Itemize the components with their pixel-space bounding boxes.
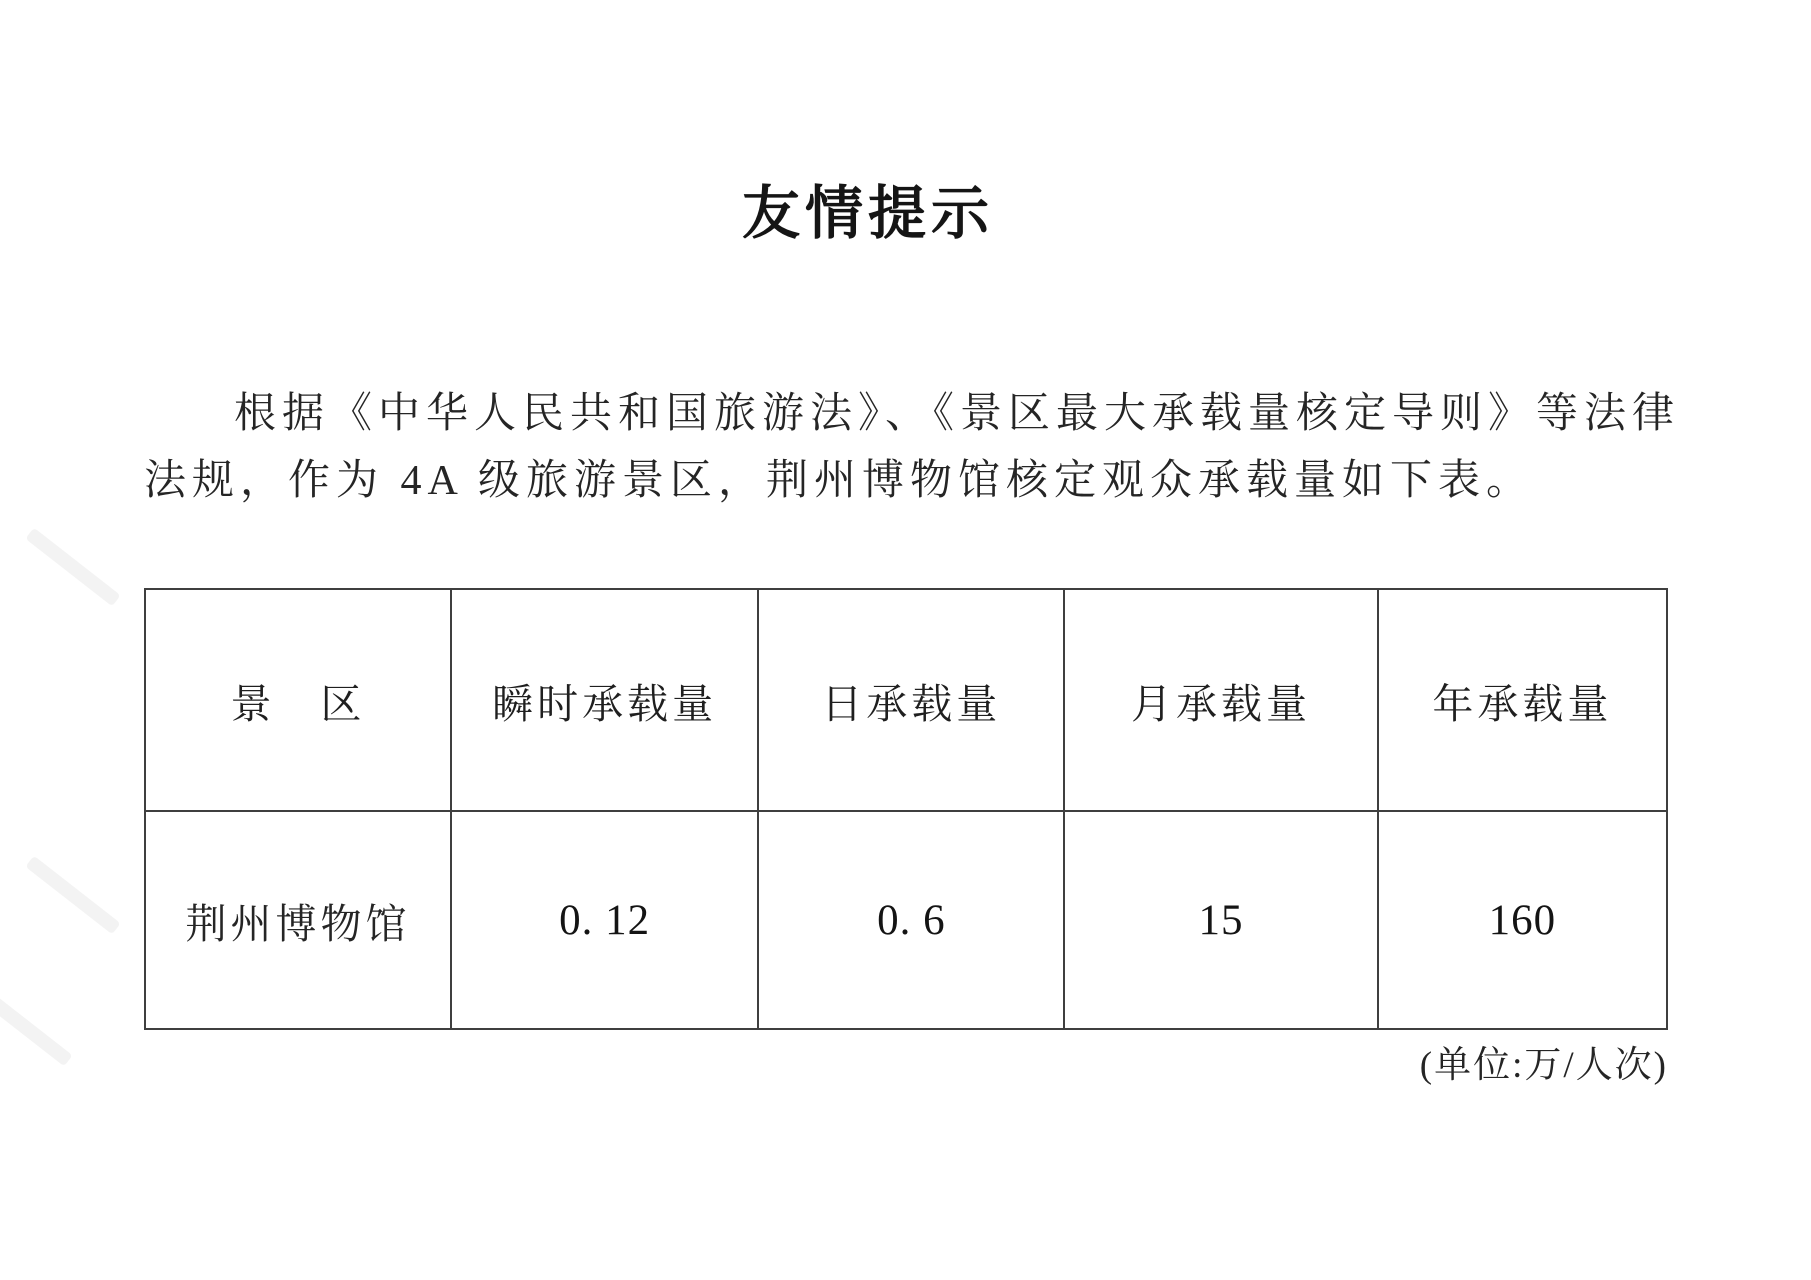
table-header-row	[145, 589, 1667, 811]
faint-watermark-mark	[25, 856, 120, 935]
cell-daily-capacity: 0. 6	[758, 811, 1064, 1029]
header-scenic-area: 景 区	[145, 589, 451, 811]
faint-watermark-mark	[0, 988, 73, 1067]
cell-scenic-name: 荆州博物馆	[145, 811, 451, 1029]
cell-yearly-capacity: 160	[1378, 811, 1667, 1029]
notice-paragraph	[144, 381, 1681, 515]
cell-instant-capacity: 0. 12	[451, 811, 758, 1029]
header-daily-capacity: 日承载量	[758, 589, 1064, 811]
header-monthly-capacity: 月承载量	[1064, 589, 1378, 811]
table-row	[145, 811, 1667, 1029]
header-instant-capacity: 瞬时承载量	[451, 589, 758, 811]
unit-note: (单位:万/人次)	[1419, 1045, 1668, 1086]
paragraph-line-1: 根据《中华人民共和国旅游法》、《景区最大承载量核定导则》等法律	[234, 391, 1681, 437]
header-yearly-capacity: 年承载量	[1378, 589, 1667, 811]
page-title: 友情提示	[741, 181, 994, 246]
paragraph-line-2: 法规，作为 4A 级旅游景区，荆州博物馆核定观众承载量如下表。	[144, 458, 1535, 504]
faint-watermark-mark	[25, 528, 120, 607]
cell-monthly-capacity: 15	[1064, 811, 1378, 1029]
capacity-table	[144, 588, 1668, 1030]
